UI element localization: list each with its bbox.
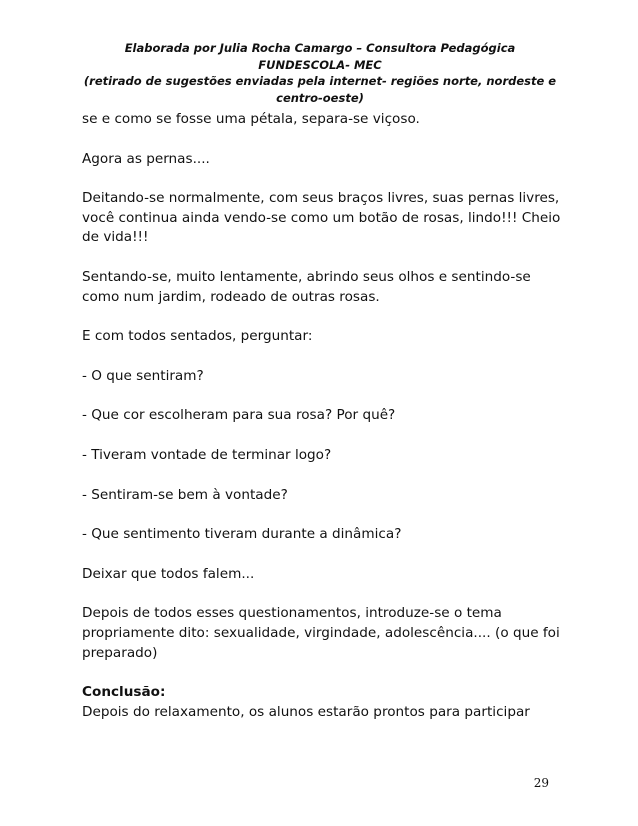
paragraph: se e como se fosse uma pétala, separa-se viçoso. <box>82 111 420 127</box>
conclusion-text: Depois do relaxamento, os alunos estarão prontos para participar <box>82 703 530 720</box>
page-header <box>82 40 558 106</box>
document-body <box>82 110 562 722</box>
header-line-2: FUNDESCOLA- MEC <box>258 57 382 72</box>
paragraph: Agora as pernas.... <box>82 150 210 167</box>
question-item: - Que sentimento tiveram durante a dinâmica? <box>82 526 402 543</box>
header-line-1: Elaborada por Julia Rocha Camargo – Consultora Pedagógica <box>124 41 516 55</box>
header-line-4: centro-oeste) <box>276 90 364 105</box>
conclusion-heading: Conclusão: <box>82 684 166 701</box>
conclusion-section <box>82 683 562 722</box>
page-number: 29 <box>533 776 549 790</box>
paragraph: Depois de todos esses questionamentos, introduze-se o tema propriamente dito: sexualidade, virgindade, adolescência.... (o que foi preparado) <box>82 605 560 661</box>
header-line-3: (retirado de sugestões enviadas pela internet- regiões norte, nordeste e <box>83 74 557 88</box>
paragraph: Sentando-se, muito lentamente, abrindo seus olhos e sentindo-se como num jardim, rodeado de outras rosas. <box>82 268 531 305</box>
paragraph: E com todos sentados, perguntar: <box>82 328 313 345</box>
question-item: - Que cor escolheram para sua rosa? Por quê? <box>82 407 396 424</box>
paragraph: Deixar que todos falem... <box>82 565 255 582</box>
question-item: - Sentiram-se bem à vontade? <box>82 486 288 503</box>
question-item: - O que sentiram? <box>82 367 204 384</box>
question-item: - Tiveram vontade de terminar logo? <box>82 446 332 463</box>
paragraph: Deitando-se normalmente, com seus braços livres, suas pernas livres, você continua ainda vendo-se como um botão de rosas, lindo!!! Cheio de vida!!! <box>82 190 561 246</box>
